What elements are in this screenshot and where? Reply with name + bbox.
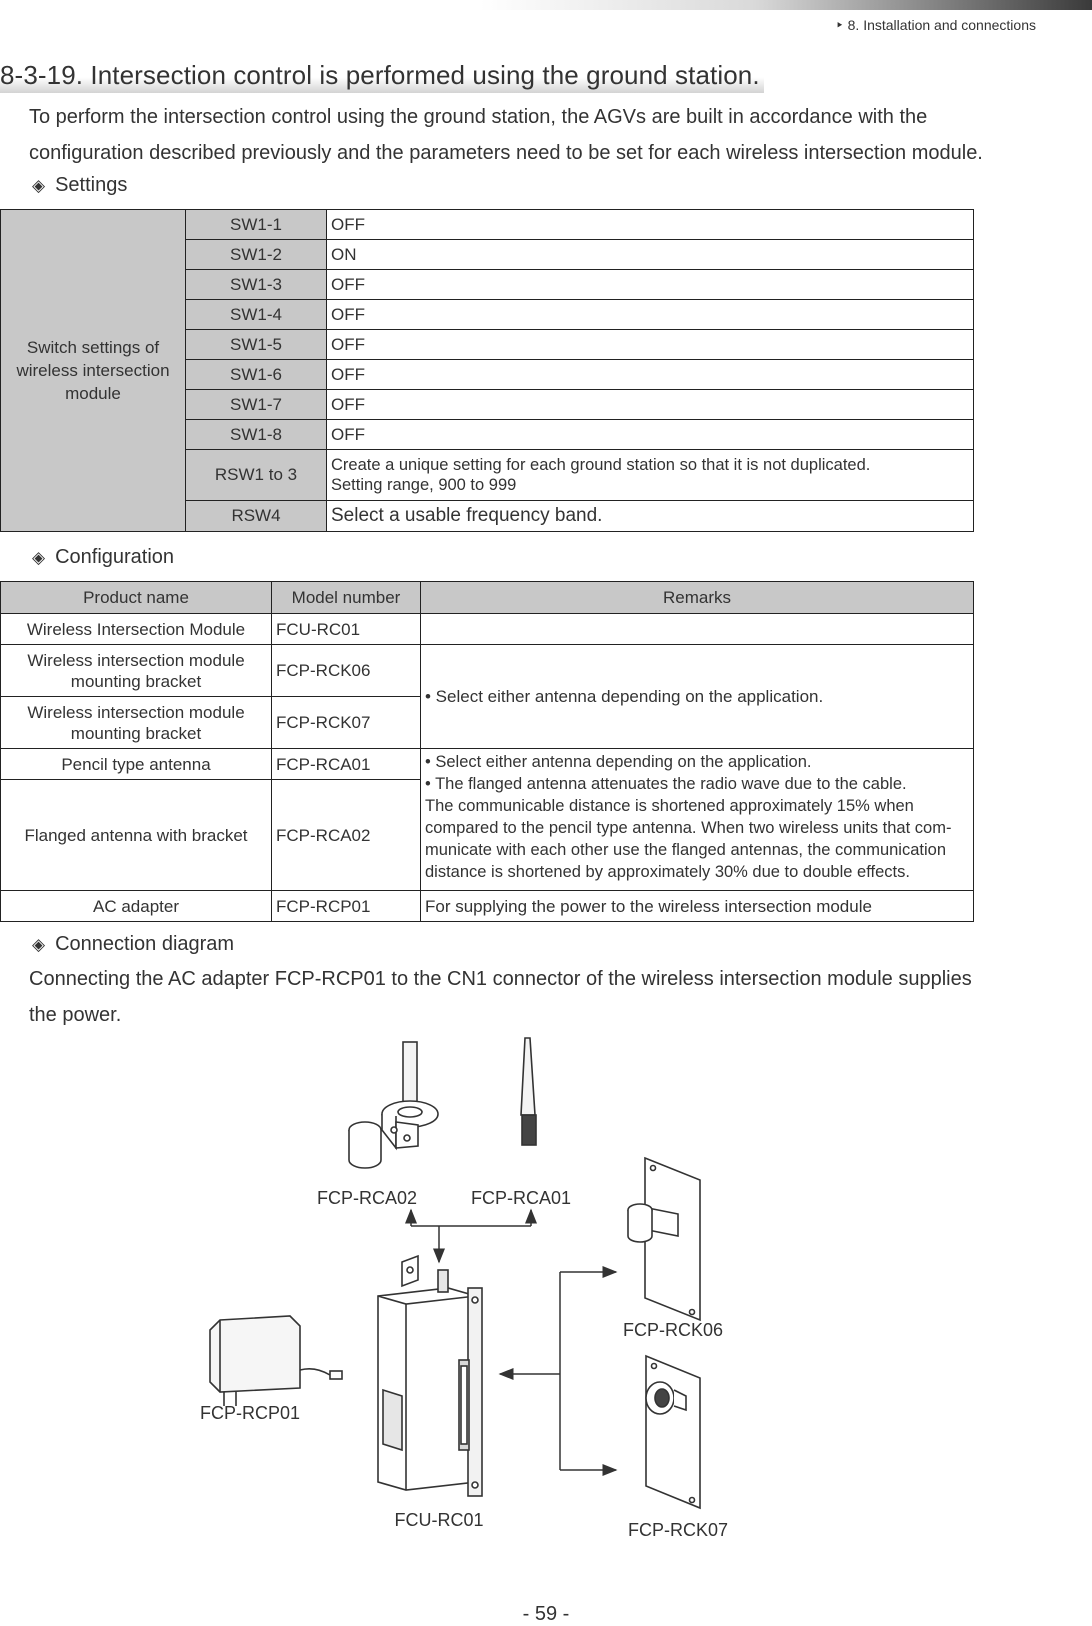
- table-row: [1, 645, 974, 697]
- value-cell: OFF: [327, 270, 974, 300]
- label-rca01: FCP-RCA01: [470, 1188, 572, 1208]
- column-header: Product name: [1, 582, 272, 614]
- configuration-heading: [32, 546, 174, 569]
- bracket-rck06-drawing: [628, 1158, 700, 1320]
- ac-adapter-drawing: [210, 1316, 342, 1406]
- label-rck07: FCP-RCK07: [627, 1520, 729, 1540]
- product-cell: Flanged antenna with bracket: [1, 780, 272, 891]
- model-cell: FCU-RC01: [272, 614, 421, 645]
- remarks-line: municate with each other use the flanged antennas, the communication: [425, 841, 946, 859]
- remarks-line: • The flanged antenna attenuates the radio wave due to the cable.: [425, 775, 907, 793]
- model-cell: FCP-RCK07: [272, 697, 421, 749]
- switch-cell: RSW1 to 3: [186, 450, 327, 501]
- table-row: [1, 614, 974, 645]
- column-header: Remarks: [421, 582, 974, 614]
- label-rca02: FCP-RCA02: [316, 1188, 418, 1208]
- connection-heading: [32, 933, 234, 956]
- configuration-table: [0, 581, 974, 922]
- pencil-antenna-drawing: [521, 1038, 536, 1145]
- bracket-rck07-drawing: [646, 1356, 700, 1508]
- value-cell: [327, 450, 974, 501]
- product-cell: Pencil type antenna: [1, 749, 272, 780]
- switch-cell: SW1-8: [186, 420, 327, 450]
- settings-heading-text: Settings: [55, 174, 128, 196]
- model-cell: FCP-RCP01: [272, 891, 421, 922]
- value-cell: OFF: [327, 210, 974, 240]
- switch-cell: RSW4: [186, 501, 327, 532]
- bracket-connection-arrows: [500, 1272, 616, 1470]
- remarks-cell: • Select either antenna depending on the application.: [421, 645, 974, 749]
- table-row: [1, 210, 974, 240]
- diamond-bullet-icon: ◈: [32, 175, 46, 195]
- connection-paragraph: Connecting the AC adapter FCP-RCP01 to the CN1 connector of the wireless intersection module supplies the power.: [29, 968, 972, 1026]
- settings-group-label: Switch settings of wireless intersection module: [1, 210, 186, 532]
- configuration-heading-text: Configuration: [55, 546, 175, 568]
- switch-cell: SW1-1: [186, 210, 327, 240]
- table-row: [1, 749, 974, 780]
- remarks-cell: [421, 614, 974, 645]
- antenna-connection-arrows: [411, 1210, 531, 1262]
- chapter-reference: ‣ 8. Installation and connections: [835, 17, 1036, 33]
- value-cell: Select a usable frequency band.: [327, 501, 974, 532]
- connection-heading-text: Connection diagram: [55, 933, 235, 955]
- module-drawing: [378, 1256, 482, 1496]
- diamond-bullet-icon: ◈: [32, 547, 46, 567]
- switch-cell: SW1-2: [186, 240, 327, 270]
- model-cell: FCP-RCK06: [272, 645, 421, 697]
- page-number: - 59 -: [522, 1603, 570, 1625]
- remarks-cell: [421, 749, 974, 891]
- value-cell: OFF: [327, 420, 974, 450]
- label-rck06: FCP-RCK06: [622, 1320, 724, 1340]
- model-cell: FCP-RCA02: [272, 780, 421, 891]
- remarks-line: The communicable distance is shortened approximately 15% when: [425, 797, 914, 815]
- switch-cell: SW1-6: [186, 360, 327, 390]
- value-cell: OFF: [327, 360, 974, 390]
- remarks-line: • Select either antenna depending on the application.: [425, 753, 812, 771]
- model-cell: FCP-RCA01: [272, 749, 421, 780]
- value-cell: ON: [327, 240, 974, 270]
- value-cell: OFF: [327, 330, 974, 360]
- label-rcp01: FCP-RCP01: [199, 1403, 301, 1423]
- product-cell: AC adapter: [1, 891, 272, 922]
- switch-cell: SW1-4: [186, 300, 327, 330]
- intro-paragraph: To perform the intersection control using the ground station, the AGVs are built in accordance with the configuration described previously and the parameters need to be set for each wireless intersection module.: [29, 106, 983, 164]
- switch-cell: SW1-7: [186, 390, 327, 420]
- section-title: 8-3-19. Intersection control is performed using the ground station.: [0, 58, 764, 93]
- remarks-line: distance is shortened by approximately 30% due to double effects.: [425, 863, 910, 881]
- chapter-reference-text: 8. Installation and connections: [847, 17, 1036, 33]
- value-cell: OFF: [327, 390, 974, 420]
- table-header-row: [1, 582, 974, 614]
- diamond-bullet-icon: ◈: [32, 934, 46, 954]
- value-line: Create a unique setting for each ground station so that it is not duplicated.: [331, 456, 871, 474]
- connection-diagram: [0, 1030, 1092, 1550]
- settings-heading: [32, 174, 127, 197]
- flanged-antenna-drawing: [349, 1042, 438, 1168]
- label-rc01: FCU-RC01: [394, 1510, 484, 1530]
- column-header: Model number: [272, 582, 421, 614]
- section-title-wrap: [0, 58, 764, 93]
- value-cell: OFF: [327, 300, 974, 330]
- value-line: Setting range, 900 to 999: [331, 476, 517, 494]
- switch-cell: SW1-3: [186, 270, 327, 300]
- settings-table: [0, 209, 974, 532]
- remarks-line: compared to the pencil type antenna. When two wireless units that com-: [425, 819, 952, 837]
- remarks-cell: For supplying the power to the wireless intersection module: [421, 891, 974, 922]
- product-cell: Wireless intersection module mounting bracket: [1, 645, 272, 697]
- header-gradient-bar: [480, 0, 1092, 10]
- product-cell: Wireless intersection module mounting bracket: [1, 697, 272, 749]
- table-row: [1, 891, 974, 922]
- product-cell: Wireless Intersection Module: [1, 614, 272, 645]
- switch-cell: SW1-5: [186, 330, 327, 360]
